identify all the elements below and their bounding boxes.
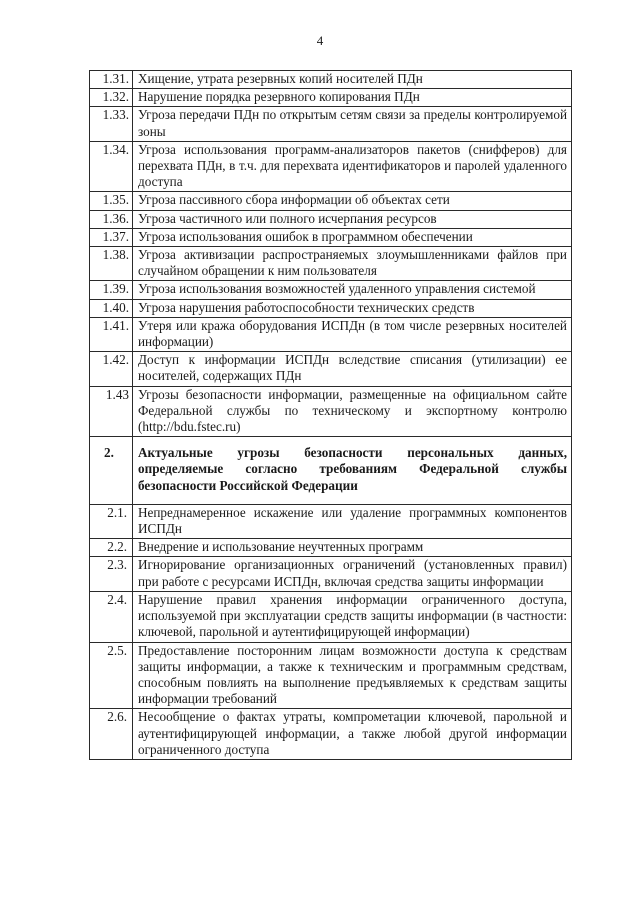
row-number: 1.38.: [90, 247, 133, 281]
row-text: Угрозы безопасности информации, размещенные на официальном сайте Федеральной службы по техническому и экспортному контролю (http://bdu.fstec.ru): [133, 386, 572, 437]
row-text: Угроза частичного или полного исчерпания ресурсов: [133, 210, 572, 228]
row-text: Нарушение правил хранения информации ограниченного доступа, используемой при эксплуатации средств защиты информации (в частности: ключевой, парольной и аутентифицирующей информации): [133, 591, 572, 642]
row-number: 1.42.: [90, 352, 133, 386]
table-row: [90, 317, 572, 351]
row-text: Игнорирование организационных ограничений (установленных правил) при работе с ресурсами ИСПДн, включая средства защиты информации: [133, 557, 572, 591]
section-row: [90, 437, 572, 505]
row-number: 2.2.: [90, 539, 133, 557]
row-text: Угроза использования ошибок в программном обеспечении: [133, 228, 572, 246]
row-number: 1.35.: [90, 192, 133, 210]
row-text: Угроза нарушения работоспособности технических средств: [133, 299, 572, 317]
row-text: Утеря или кража оборудования ИСПДн (в том числе резервных носителей информации): [133, 317, 572, 351]
page-number: 4: [316, 33, 324, 48]
row-text: Угроза активизации распространяемых злоумышленниками файлов при случайном обращении к ним пользователя: [133, 247, 572, 281]
row-text: Угроза пассивного сбора информации об объектах сети: [133, 192, 572, 210]
row-number: 2.4.: [90, 591, 133, 642]
row-text: Хищение, утрата резервных копий носителей ПДн: [133, 71, 572, 89]
row-text: Внедрение и использование неучтенных программ: [133, 539, 572, 557]
row-number: 1.34.: [90, 141, 133, 192]
table-row: [90, 299, 572, 317]
table-row: [90, 210, 572, 228]
threats-table-body: [90, 71, 572, 760]
row-number: 2.: [90, 437, 133, 505]
row-number: 1.40.: [90, 299, 133, 317]
row-number: 1.36.: [90, 210, 133, 228]
threats-table: [89, 70, 572, 760]
row-text: Угроза передачи ПДн по открытым сетям связи за пределы контролируемой зоны: [133, 107, 572, 141]
row-text: Несообщение о фактах утраты, компрометации ключевой, парольной и аутентифицирующей информации, а также любой другой информации ограниченного доступа: [133, 709, 572, 760]
table-row: [90, 247, 572, 281]
table-row: [90, 709, 572, 760]
row-number: 1.37.: [90, 228, 133, 246]
row-text: Нарушение порядка резервного копирования ПДн: [133, 89, 572, 107]
table-row: [90, 504, 572, 538]
table-row: [90, 386, 572, 437]
table-row: [90, 642, 572, 709]
row-text: Угроза использования возможностей удаленного управления системой: [133, 281, 572, 299]
table-row: [90, 539, 572, 557]
table-row: [90, 591, 572, 642]
table-row: [90, 352, 572, 386]
table-row: [90, 141, 572, 192]
table-row: [90, 281, 572, 299]
row-number: 2.3.: [90, 557, 133, 591]
table-row: [90, 228, 572, 246]
row-number: 1.32.: [90, 89, 133, 107]
row-number: 1.31.: [90, 71, 133, 89]
row-text: Предоставление посторонним лицам возможности доступа к средствам защиты информации, а также к техническим и программным средствам, способным повлиять на выполнение предъявляемых к средствам защиты информации требований: [133, 642, 572, 709]
row-text: Угроза использования программ-анализаторов пакетов (снифферов) для перехвата ПДн, в т.ч. для перехвата идентификаторов и паролей удаленного доступа: [133, 141, 572, 192]
row-text: Актуальные угрозы безопасности персональных данных, определяемые согласно требованиям Федеральной службы безопасности Российской Федерации: [133, 437, 572, 505]
row-text: Доступ к информации ИСПДн вследствие списания (утилизации) ее носителей, содержащих ПДн: [133, 352, 572, 386]
row-number: 1.43: [90, 386, 133, 437]
row-number: 2.6.: [90, 709, 133, 760]
row-text: Непреднамеренное искажение или удаление программных компонентов ИСПДн: [133, 504, 572, 538]
row-number: 1.41.: [90, 317, 133, 351]
table-row: [90, 192, 572, 210]
table-row: [90, 71, 572, 89]
row-number: 1.39.: [90, 281, 133, 299]
table-row: [90, 557, 572, 591]
row-number: 2.1.: [90, 504, 133, 538]
table-row: [90, 89, 572, 107]
row-number: 1.33.: [90, 107, 133, 141]
table-row: [90, 107, 572, 141]
row-number: 2.5.: [90, 642, 133, 709]
